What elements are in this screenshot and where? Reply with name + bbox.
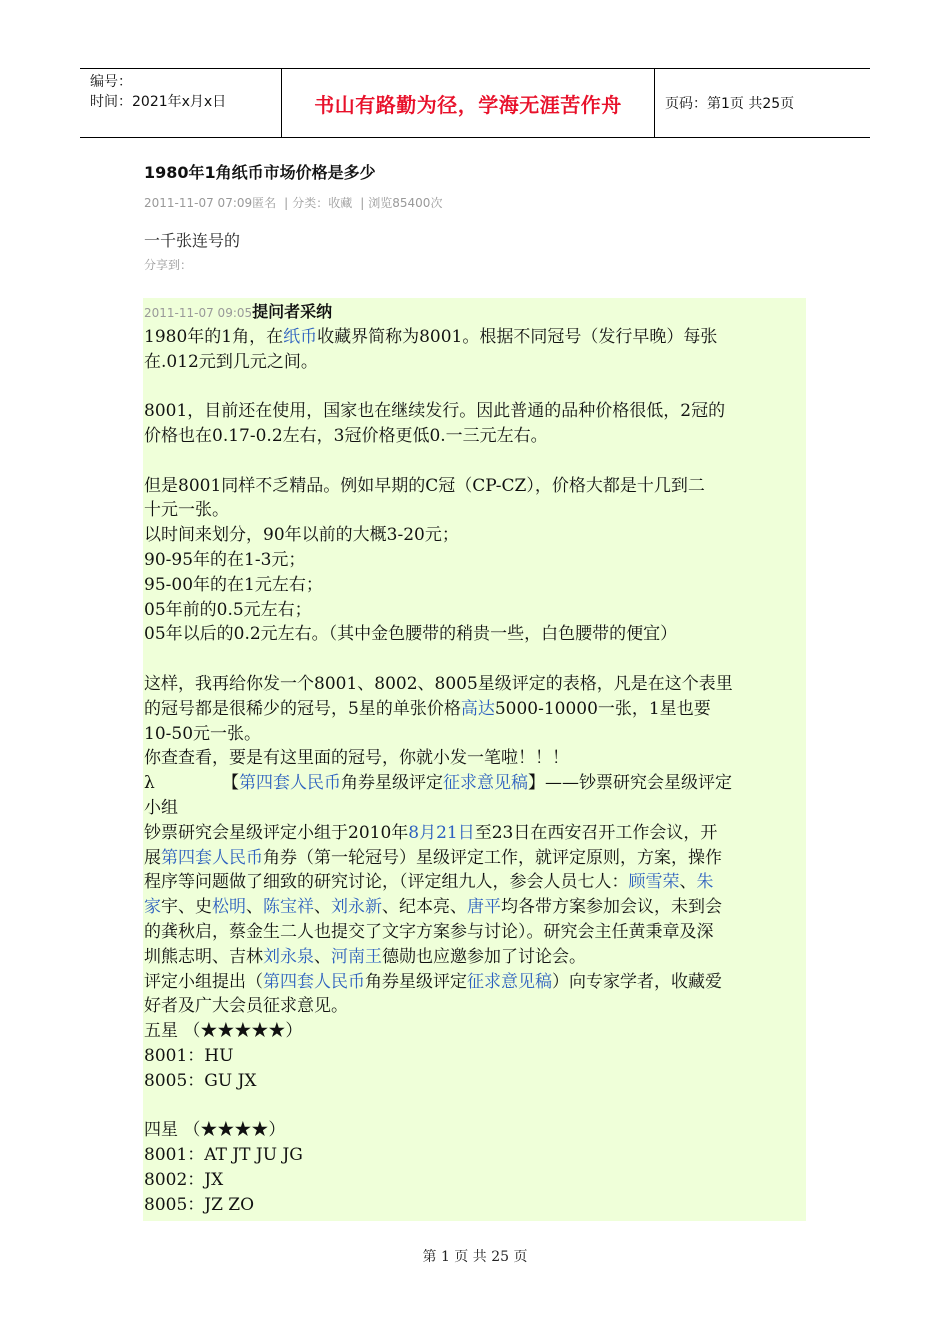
answer-link[interactable]: 顾雪荣 bbox=[628, 872, 680, 893]
answer-line bbox=[144, 722, 804, 747]
answer-line bbox=[144, 1019, 804, 1044]
answer-line bbox=[144, 994, 804, 1019]
accepted-answer bbox=[143, 298, 806, 1221]
answer-text: 评定小组提出（ bbox=[144, 971, 263, 992]
answer-text: 8002：JX bbox=[144, 1169, 224, 1190]
answer-text: 你查查看，要是有这里面的冠号，你就小发一笔啦！！！ bbox=[144, 748, 569, 769]
answer-text: 圳熊志明、吉林 bbox=[144, 946, 263, 967]
answer-text: 但是8001同样不乏精品。例如早期的C冠（CP-CZ），价格大都是十几到二 bbox=[144, 475, 705, 496]
answer-line bbox=[144, 523, 804, 548]
answer-line bbox=[144, 970, 804, 995]
answer-text: 、 bbox=[246, 897, 263, 918]
answer-link[interactable]: 第四套人民币 bbox=[263, 971, 365, 992]
answer-link[interactable]: 征求意见稿 bbox=[467, 971, 552, 992]
answer-text: 至23日在西安召开工作会议，开 bbox=[474, 822, 718, 843]
answer-text: 、纪本亮、 bbox=[382, 897, 467, 918]
answer-text: 小组 bbox=[144, 797, 178, 818]
answer-line bbox=[144, 945, 804, 970]
motto-text: 书山有路勤为径，学海无涯苦作舟 bbox=[314, 92, 622, 117]
answer-text: 收藏界简称为8001。根据不同冠号（发行早晚）每张 bbox=[317, 326, 718, 347]
answer-text: 、 bbox=[679, 872, 697, 893]
answer-link[interactable]: 唐平 bbox=[467, 897, 501, 918]
header-motto-cell bbox=[281, 69, 655, 137]
answer-text: 均各带方案参加会议，未到会 bbox=[501, 897, 722, 918]
answer-text: 10-50元一张。 bbox=[144, 723, 262, 744]
answer-text: 1980年的1角，在 bbox=[144, 326, 284, 347]
answer-text: 05年前的0.5元左右； bbox=[144, 599, 312, 620]
answer-line bbox=[144, 1143, 804, 1168]
answer-link[interactable]: 纸币 bbox=[283, 326, 318, 347]
answer-line bbox=[144, 374, 804, 399]
answer-line bbox=[144, 474, 804, 499]
answer-text: 8001：HU bbox=[144, 1045, 234, 1066]
answer-line bbox=[144, 598, 804, 623]
answer-text: 在.012元到几元之间。 bbox=[144, 351, 318, 372]
answer-text: 展 bbox=[144, 847, 161, 868]
answer-text: 角券星级评定 bbox=[365, 971, 467, 992]
answer-link[interactable]: 第四套人民币 bbox=[239, 773, 341, 794]
question-meta: 2011-11-07 07:09匿名 | 分类：收藏 | 浏览85400次 bbox=[144, 196, 443, 210]
answer-text: 的龚秋启，蔡金生二人也提交了文字方案参与讨论）。研究会主任黄秉章及深 bbox=[144, 921, 714, 942]
answer-text: 四星 （★★★★） bbox=[144, 1120, 286, 1141]
answer-line bbox=[144, 622, 804, 647]
answer-text: 程序等问题做了细致的研究讨论，（评定组九人，参会人员七人： bbox=[144, 872, 629, 893]
answer-lines bbox=[144, 300, 804, 1217]
answer-text: 角券（第一轮冠号）星级评定工作，就评定原则，方案，操作 bbox=[263, 847, 722, 868]
answer-text: 8001，目前还在使用，国家也在继续发行。因此普通的品种价格很低，2冠的 bbox=[144, 401, 726, 422]
answer-line bbox=[144, 796, 804, 821]
question-body: 一千张连号的 bbox=[144, 231, 241, 250]
answer-text: 十元一张。 bbox=[144, 500, 229, 521]
answer-text: 8005：JZ ZO bbox=[144, 1194, 255, 1215]
share-label: 分享到： bbox=[144, 258, 193, 272]
time-label: 时间：2021年x月x日 bbox=[90, 94, 227, 110]
question-views: 浏览85400次 bbox=[368, 196, 443, 210]
answer-line bbox=[144, 920, 804, 945]
answer-text: 的冠号都是很稀少的冠号，5星的单张价格 bbox=[144, 698, 461, 719]
answer-line bbox=[144, 895, 804, 920]
answer-line bbox=[144, 1193, 804, 1218]
answer-text: 角券星级评定 bbox=[341, 773, 443, 794]
answer-text: 8005：GU JX bbox=[144, 1070, 257, 1091]
answer-line bbox=[144, 746, 804, 771]
answer-line bbox=[144, 672, 804, 697]
answer-text: 90-95年的在1-3元； bbox=[144, 549, 306, 570]
answer-link[interactable]: 高达 bbox=[460, 698, 495, 719]
number-label: 编号： bbox=[90, 74, 132, 90]
answer-text: 好者及广大会员征求意见。 bbox=[144, 996, 348, 1017]
header-page-cell bbox=[655, 69, 870, 137]
answer-line bbox=[144, 1118, 804, 1143]
answer-line bbox=[144, 1044, 804, 1069]
answer-link[interactable]: 刘永新 bbox=[331, 897, 382, 918]
answer-line bbox=[144, 1069, 804, 1094]
page-footer: 第 1 页 共 25 页 bbox=[422, 1249, 528, 1265]
answer-text: ）向专家学者，收藏爱 bbox=[552, 971, 722, 992]
question-time: 2011-11-07 07:09 bbox=[144, 196, 253, 210]
answer-text: 05年以后的0.2元左右。（其中金色腰带的稍贵一些，白色腰带的便宜） bbox=[144, 624, 678, 645]
answer-time: 2011-11-07 09:05 bbox=[144, 306, 253, 320]
answer-line bbox=[144, 399, 804, 424]
answer-text: 五星 （★★★★★） bbox=[144, 1021, 303, 1042]
answer-link[interactable]: 陈宝祥 bbox=[263, 897, 314, 918]
header-left-cell bbox=[80, 69, 281, 137]
question-category[interactable]: 分类：收藏 bbox=[292, 196, 353, 210]
answer-line bbox=[144, 821, 804, 846]
answer-link[interactable]: 刘永泉 bbox=[263, 946, 314, 967]
answer-line bbox=[144, 846, 804, 871]
answer-link[interactable]: 征求意见稿 bbox=[443, 773, 528, 794]
answer-link[interactable]: 河南王 bbox=[331, 946, 382, 967]
answer-text: 、 bbox=[314, 946, 331, 967]
page-header bbox=[80, 68, 870, 138]
answer-text: 以时间来划分，90年以前的大概3-20元； bbox=[144, 525, 459, 546]
answer-line bbox=[144, 697, 804, 722]
answer-text: 、 bbox=[314, 897, 331, 918]
answer-text: 8001：AT JT JU JG bbox=[144, 1145, 303, 1166]
answer-text: 95-00年的在1元左右； bbox=[144, 574, 323, 595]
answer-line bbox=[144, 573, 804, 598]
answer-line bbox=[144, 771, 804, 796]
answer-link[interactable]: 第四套人民币 bbox=[161, 847, 263, 868]
answer-text: 德勋也应邀参加了讨论会。 bbox=[382, 946, 586, 967]
page-info: 页码：第1页 共25页 bbox=[665, 96, 795, 112]
answer-text: 【 bbox=[222, 773, 239, 794]
question-author: 匿名 bbox=[252, 196, 277, 210]
accepted-tag: 提问者采纳 bbox=[252, 302, 333, 321]
answer-link[interactable]: 家 bbox=[144, 897, 161, 918]
answer-text: 价格也在0.17-0.2左右，3冠价格更低0.一三元左右。 bbox=[144, 425, 548, 446]
list-bullet: λ bbox=[144, 773, 155, 794]
answer-link[interactable]: 朱 bbox=[696, 872, 714, 893]
answer-line bbox=[144, 1094, 804, 1119]
answer-line bbox=[144, 870, 804, 895]
answer-line bbox=[144, 548, 804, 573]
answer-line bbox=[144, 449, 804, 474]
answer-header bbox=[144, 300, 804, 325]
answer-text: 这样，我再给你发一个8001、8002、8005星级评定的表格，凡是在这个表里 bbox=[144, 673, 733, 694]
answer-link[interactable]: 8月21日 bbox=[408, 822, 475, 843]
answer-text: 钞票研究会星级评定小组于2010年 bbox=[144, 822, 409, 843]
answer-line bbox=[144, 647, 804, 672]
answer-text: 5000-10000一张，1星也要 bbox=[494, 698, 711, 719]
answer-line bbox=[144, 1168, 804, 1193]
answer-line bbox=[144, 424, 804, 449]
answer-text: 宇、史 bbox=[161, 897, 212, 918]
answer-link[interactable]: 松明 bbox=[212, 897, 246, 918]
answer-text: 】——钞票研究会星级评定 bbox=[528, 773, 732, 794]
answer-line bbox=[144, 325, 804, 350]
question-title: 1980年1角纸币市场价格是多少 bbox=[144, 163, 376, 182]
answer-line bbox=[144, 350, 804, 375]
answer-line bbox=[144, 498, 804, 523]
